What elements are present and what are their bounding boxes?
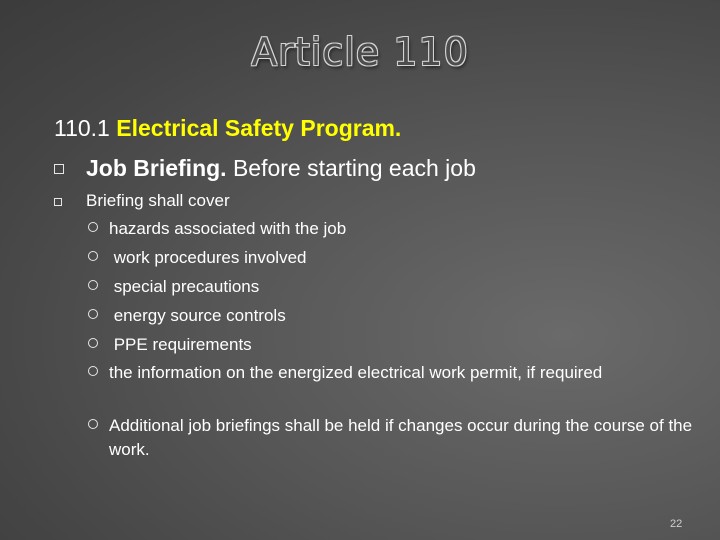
list-item-text: the information on the energized electrical work permit, if required bbox=[109, 363, 603, 382]
section-heading bbox=[54, 115, 401, 142]
list-item-text: Additional job briefings shall be held if changes occur during the course of the work. bbox=[109, 416, 693, 459]
circle-bullet-icon bbox=[88, 280, 98, 290]
circle-bullet-icon bbox=[88, 419, 98, 429]
bullet-bold-label: Job Briefing. bbox=[86, 155, 227, 181]
square-bullet-icon bbox=[54, 164, 64, 174]
slide-title: Article 110 bbox=[251, 30, 469, 74]
list-item-text: PPE requirements bbox=[109, 335, 252, 354]
circle-bullet-icon bbox=[88, 309, 98, 319]
circle-bullet-icon bbox=[88, 222, 98, 232]
bullet-job-briefing-text bbox=[86, 155, 476, 182]
circle-bullet-icon bbox=[88, 338, 98, 348]
circle-bullet-icon bbox=[88, 366, 98, 376]
list-item-text: work procedures involved bbox=[109, 248, 307, 267]
section-title: Electrical Safety Program. bbox=[116, 115, 402, 141]
circle-bullet-icon bbox=[88, 251, 98, 261]
section-number: 110.1 bbox=[54, 115, 117, 141]
list-item-text: special precautions bbox=[109, 277, 260, 296]
list-item-text: energy source controls bbox=[109, 306, 286, 325]
bullet-briefing-cover-text: Briefing shall cover bbox=[86, 191, 230, 210]
bullet-body: Before starting each job bbox=[226, 155, 476, 181]
square-bullet-icon bbox=[54, 198, 62, 206]
page-number: 22 bbox=[670, 518, 683, 530]
list-item-text: hazards associated with the job bbox=[109, 219, 347, 238]
